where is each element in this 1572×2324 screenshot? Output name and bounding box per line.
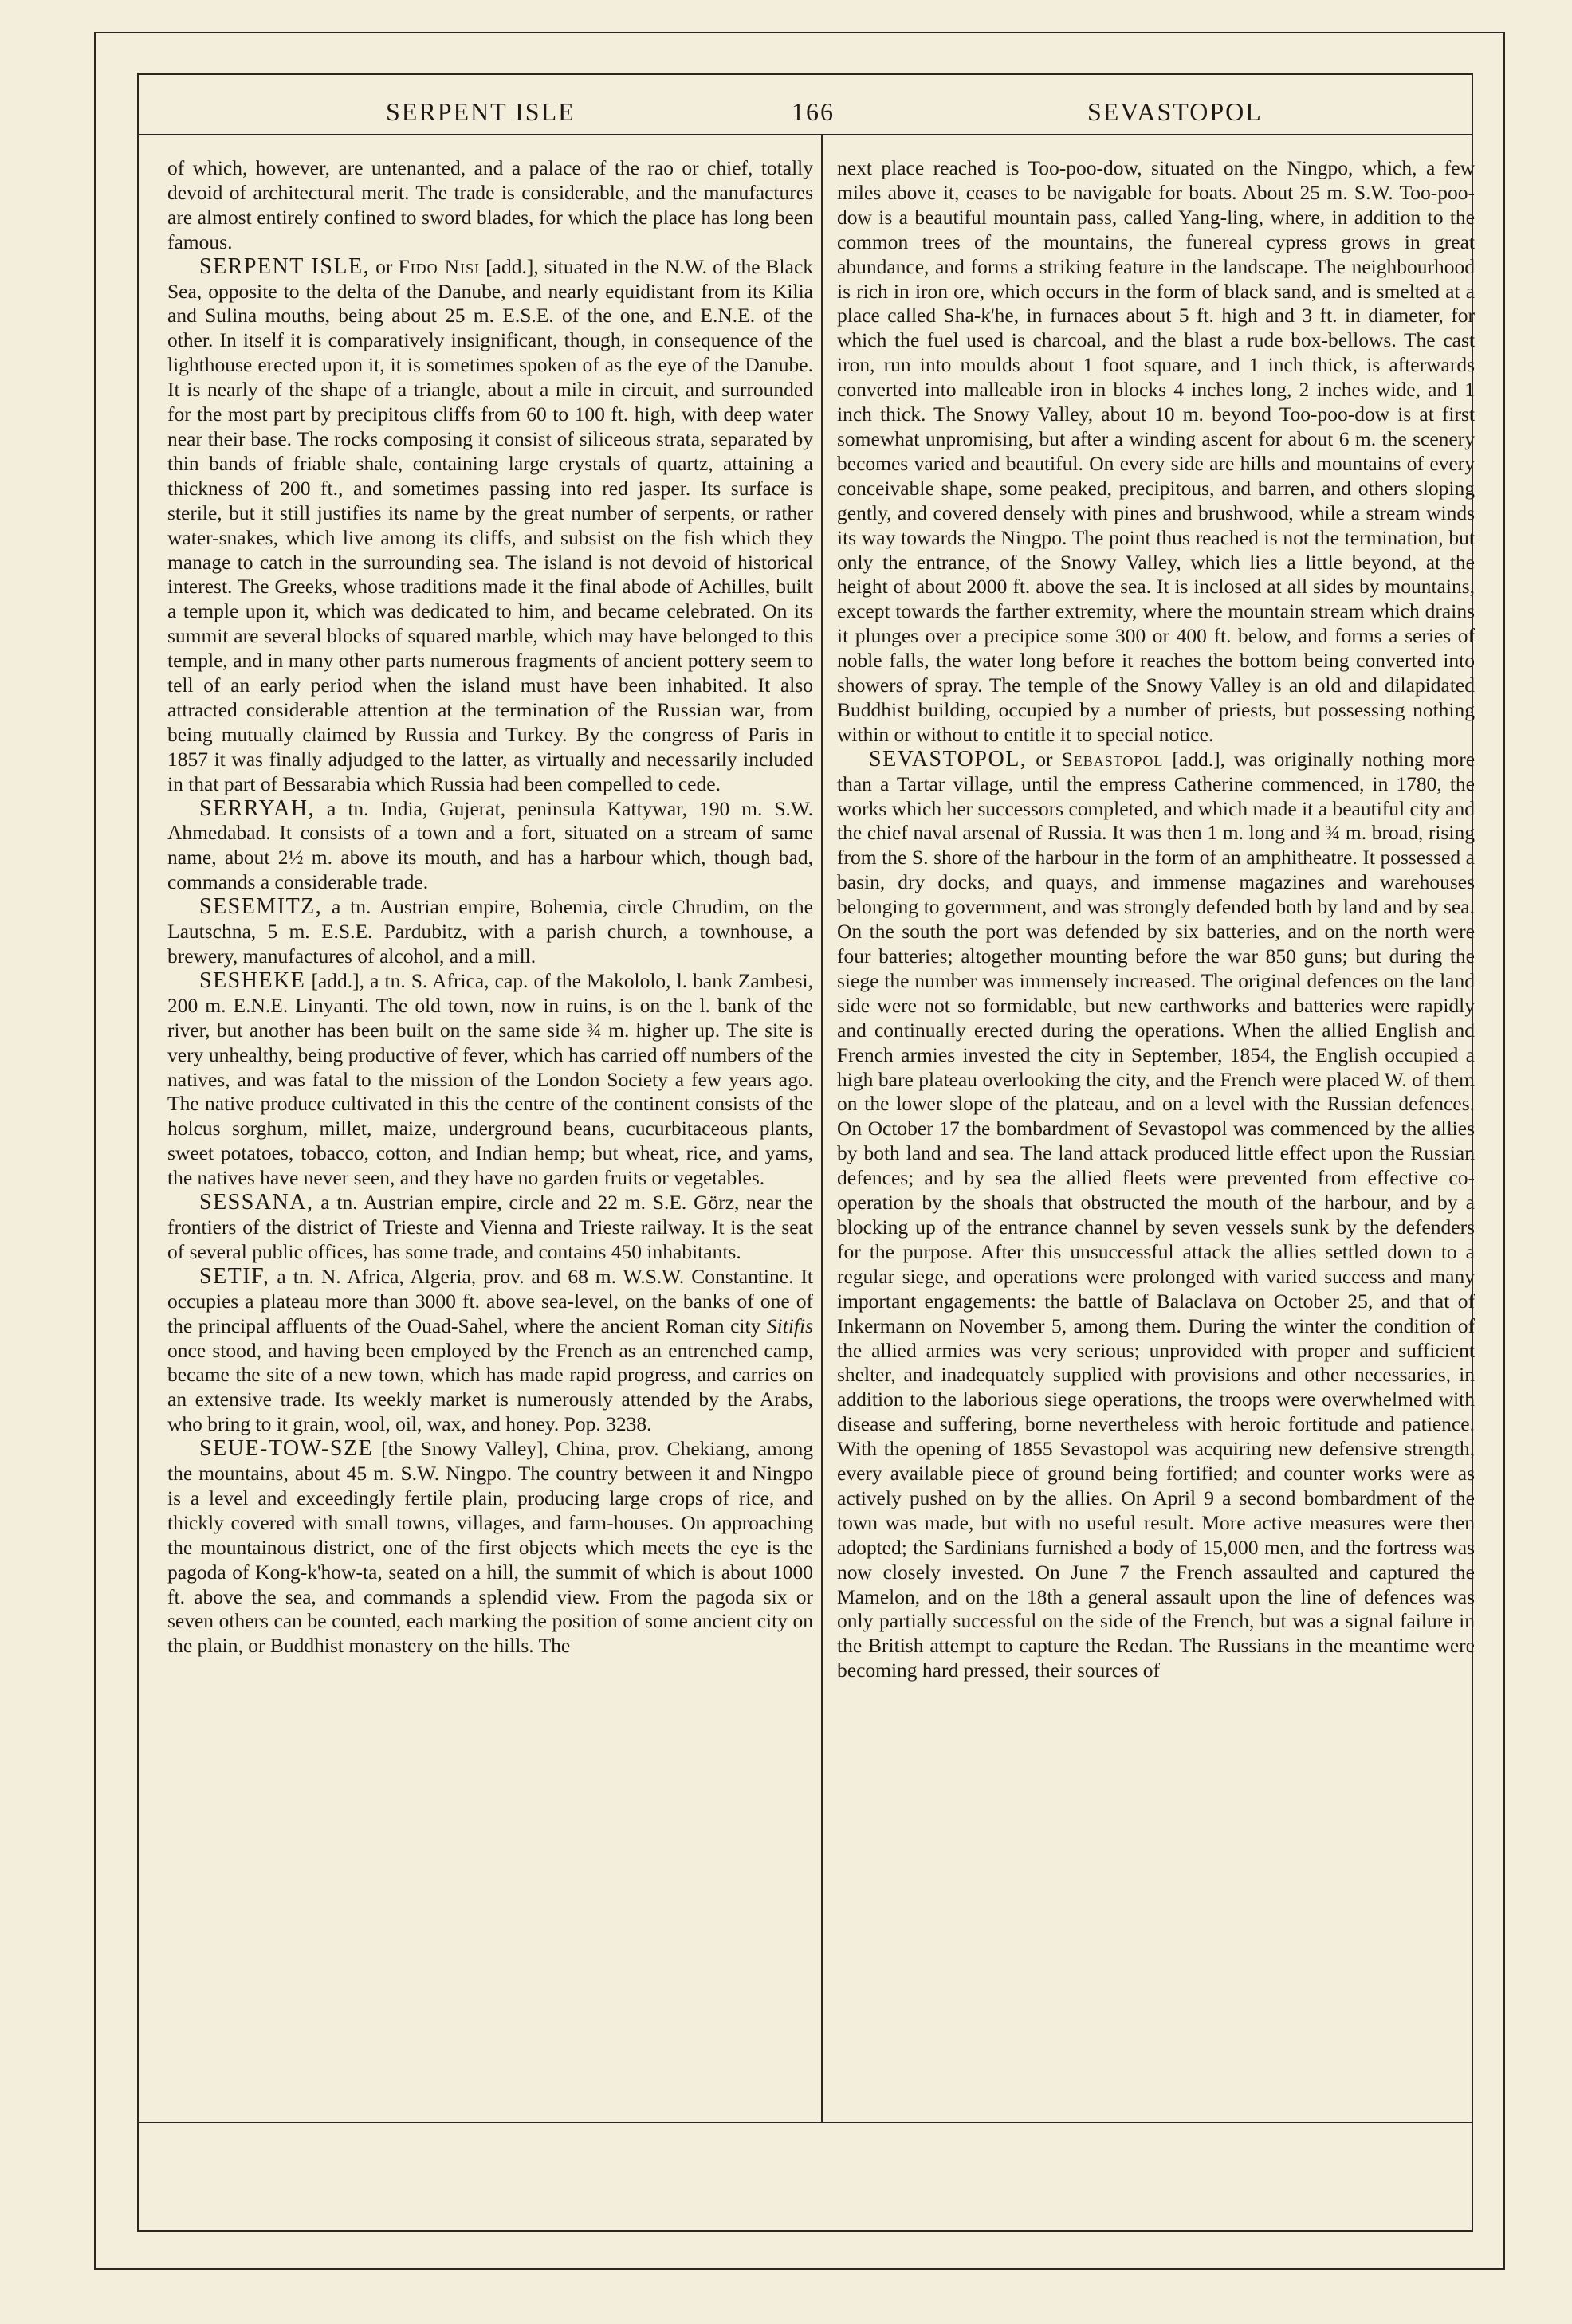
- page-number: 166: [792, 97, 835, 126]
- header-rule: [137, 134, 1473, 135]
- entry-headword: SESEMITZ,: [199, 894, 323, 920]
- entry-sessana: [167, 1191, 813, 1265]
- running-head-right: SEVASTOPOL: [1087, 97, 1263, 126]
- entry-text: a tn. Austrian empire, Bohemia, circle Chrudim, on the Lautschna, 5 m. E.S.E. Pardubitz, with a parish church, a townhouse, a brewery, manufactures of alcohol, and a mill.: [167, 895, 813, 968]
- entry-sesheke: [167, 969, 813, 1191]
- running-head-left: SERPENT ISLE: [386, 97, 576, 126]
- entry-text: once stood, and having been employed by the French as an entrenched camp, became the site of a new town, which has made rapid progress, and carries on an extensive trade. Its weekly market is numerously attended by the Arabs, who bring to it grain, wool, oil, wax, and honey. Pop. 3238.: [167, 1338, 813, 1436]
- entry-text: [add.], was originally nothing more than a Tartar village, until the empress Catherine commenced, in 1780, the works which her successors completed, and which made it a beautiful city and the chief naval arsenal of Russia. It was then 1 m. long and ¾ m. broad, rising from the S. shore of the harbour in the form of an amphitheatre. It possessed a basin, dry docks, and quays, and immense magazines and warehouses belonging to government, and was strongly defended both by land and by sea. On the south the port was defended by six batteries, and on the north were four batteries; altogether mounting before the war 850 guns; but during the siege the number was immensely increased. The original defences on the land side were not so formidable, but new earthworks and batteries were rapidly and continually erected during the operations. When the allied English and French armies invested the city in September, 1854, the English occupied a high bare plateau overlooking the city, and the French were placed W. of them on the lower slope of the plateau, and on a level with the Russian defences. On October 17 the bombardment of Sevastopol was commenced by the allies by both land and sea. The land attack produced little effect upon the Russian defences; and by sea the allied fleets were prevented from effective co-operation by the shoals that obstructed the mouth of the harbour, and by a blocking up of the entrance channel by seven vessels sunk by the defenders for the purpose. After this unsuccessful attack the allies settled down to a regular siege, and operations were prolonged with varied success and many important engagements: the battle of Balaclava on October 25, and that of Inkermann on November 5, among them. During the winter the condition of the allied armies was very serious; unprovided with proper and sufficient shelter, and inadequately supplied with provisions and other necessaries, in addition to the laborious siege operations, the troops were overwhelmed with disease and suffering, borne nevertheless with heroic fortitude and patience. With the opening of 1855 Sevastopol was acquiring new defensive strength, every available piece of ground being fortified; and counter works were as actively pushed on by the allies. On April 9 a second bombardment of the town was made, but with no useful result. More active measures were then adopted; the Sardinians furnished a body of 15,000 men, and the fortress was now closely invested. On June 7 the French assaulted and captured the Mamelon, and on the 18th a general assault upon the line of defences was only partially successful on the side of the French, but was a signal failure in the British attempt to capture the Redan. The Russians in the meantime were becoming hard pressed, their sources of: [837, 747, 1475, 1682]
- entry-italic-name: Sitifis: [766, 1313, 813, 1337]
- entry-alt-name: Sebastopol: [1061, 747, 1164, 771]
- entry-headword: SESHEKE: [199, 968, 306, 993]
- right-column: [837, 156, 1475, 2101]
- entry-headword: SEUE-TOW-SZE: [199, 1436, 374, 1462]
- paragraph-continuation: next place reached is Too-poo-dow, situated on the Ningpo, which, a few miles above it, ceases to be navigable for boats. About 25 m. S.W. Too-poo-dow is a beautiful mountain pass, called Yang-ling, where, in addition to the common trees of the mountains, the funereal cypress grows in great abundance, and forms a striking feature in the landscape. The neighbourhood is rich in iron ore, which occurs in the form of black sand, and is smelted at a place called Sha-k'he, in furnaces about 5 ft. high and 3 ft. in diameter, for which the fuel used is charcoal, and the blast a rude box-bellows. The cast iron, run into moulds about 1 foot square, and 1 inch thick, is afterwards converted into malleable iron in blocks 4 inches long, 2 inches wide, and 1 inch thick. The Snowy Valley, about 10 m. beyond Too-poo-dow is at first somewhat unpromising, but after a winding ascent for about 6 m. the scenery becomes varied and beautiful. On every side are hills and mountains of every conceivable shape, some peaked, precipitous, and barren, and others sloping gently, and covered densely with pines and brushwood, while a stream winds its way towards the Ningpo. The point thus reached is not the termination, but only the entrance, of the Snowy Valley, which lies a little beyond, at the height of about 2000 ft. above the sea. It is inclosed at all sides by mountains, except towards the farther extremity, where the mountain stream which drains it plunges over a precipice some 300 or 400 ft. below, and forms a series of noble falls, the water long before it reaches the bottom being converted into showers of spray. The temple of the Snowy Valley is an old and dilapidated Buddhist building, occupied by a number of priests, but possessing nothing within or without to entitle it to special notice.: [837, 156, 1475, 746]
- paragraph-continuation: of which, however, are untenanted, and a palace of the rao or chief, totally devoid of architectural merit. The trade is considerable, and the manufactures are almost entirely confined to sword blades, for which the place has long been famous.: [167, 156, 813, 253]
- entry-headword: SERRYAH,: [199, 795, 316, 821]
- column-divider: [821, 134, 823, 2122]
- entry-headword: SETIF,: [199, 1263, 270, 1289]
- entry-sevastopol: SEVASTOPOL, or Sebastopol [add.], was originally nothing more than a Tartar village, until the empress Catherine commenced, in 1780, the works which her successors completed, and which made it a beautiful city and the chief naval arsenal of Russia. It was then 1 m. long and ¾ m. broad, rising from the S. shore of the harbour in the form of an amphitheatre. It possessed a basin, dry docks, and quays, and immense magazines and warehouses belonging to government, and was strongly defended both by land and by sea. On the south the port was defended by six batteries, and on the north were four batteries; altogether mounting before the war 850 guns; but during the siege the number was immensely increased. The original defences on the land side were not so formidable, but new earthworks and batteries were rapidly and continually erected during the operations. When the allied English and French armies invested the city in September, 1854, the English occupied a high bare plateau overlooking the city, and the French were placed W. of them on the lower slope of the plateau, and on a level with the Russian defences. On October 17 the bombardment of Sevastopol was commenced by the allies by both land and sea. The land attack produced little effect upon the Russian defences; and by sea the allied fleets were prevented from effective co-operation by the shoals that obstructed the mouth of the harbour, and by a blocking up of the entrance channel by seven vessels sunk by the defenders for the purpose. After this unsuccessful attack the allies settled down to a regular siege, and operations were prolonged with varied success and many important engagements: the battle of Balaclava on October 25, and that of Inkermann on November 5, among them. During the winter the condition of the allied armies was very serious; unprovided with proper and sufficient shelter, and inadequately supplied with provisions and other necessaries, in addition to the laborious siege operations, the troops were overwhelmed with disease and suffering, borne nevertheless with heroic fortitude and patience. With the opening of 1855 Sevastopol was acquiring new defensive strength, every available piece of ground being fortified; and counter works were as actively pushed on by the allies. On April 9 a second bombardment of the town was made, but with no useful result. More active measures were then adopted; the Sardinians furnished a body of 15,000 men, and the fortress was now closely invested. On June 7 the French assaulted and captured the Mamelon, and on the 18th a general assault upon the line of defences was only partially successful on the side of the French, but was a signal failure in the British attempt to capture the Redan. The Russians in the meantime were becoming hard pressed, their sources of: [837, 746, 1475, 1682]
- entry-alt-name: Fido Nisi: [398, 254, 481, 278]
- entry-text: a tn. India, Gujerat, peninsula Kattywar, 190 m. S.W. Ahmedabad. It consists of a town and a fort, situated on a stream of same name, about 2½ m. above its mouth, and has a harbour which, though bad, commands a considerable trade.: [167, 796, 813, 894]
- entry-serryah: [167, 797, 813, 896]
- entry-text: a tn. Austrian empire, circle and 22 m. S.E. Görz, near the frontiers of the district of Trieste and Vienna and Trieste railway. It is the seat of several public offices, has some trade, and contains 450 inhabitants.: [167, 1191, 813, 1263]
- entry-seue-tow-sze: [167, 1437, 813, 1659]
- left-column: [167, 156, 813, 2101]
- entry-setif: [167, 1265, 813, 1437]
- entry-sesemitz: [167, 895, 813, 969]
- entry-headword: SESSANA,: [199, 1190, 314, 1215]
- bottom-rule: [137, 2122, 1473, 2123]
- entry-serpent-isle: SERPENT ISLE, or Fido Nisi [add.], situated in the N.W. of the Black Sea, opposite to the delta of the Danube, and nearly equidistant from its Kilia and Sulina mouths, being about 25 m. E.S.E. of the one, and E.N.E. of the other. In itself it is comparatively insignificant, though, in consequence of the lighthouse erected upon it, it is sometimes spoken of as the eye of the Danube. It is nearly of the shape of a triangle, about a mile in circuit, and surrounded for the most part by precipitous cliffs from 60 to 100 ft. high, with deep water near their base. The rocks composing it consist of siliceous strata, separated by thin bands of friable shale, containing large crystals of quartz, attaining a thickness of 200 ft., and sometimes passing into red jasper. Its surface is sterile, but it still justifies its name by the great number of serpents, or rather water-snakes, which live among its cliffs, and subsist on the fish which they manage to catch in the surrounding sea. The island is not devoid of historical interest. The Greeks, whose traditions made it the final abode of Achilles, built a temple upon it, which was dedicated to him, and became celebrated. On its summit are several blocks of squared marble, which may have belonged to this temple, and in many other parts numerous fragments of ancient pottery seem to tell of an early period when the island must have been inhabited. It also attracted considerable attention at the termination of the Russian war, from being mutually claimed by Russia and Turkey. By the congress of Paris in 1857 it was finally adjudged to the latter, as virtually and necessarily included in that part of Bessarabia which Russia had been compelled to cede.: [167, 253, 813, 795]
- entry-headword: SERPENT ISLE,: [199, 253, 371, 279]
- entry-text: [the Snowy Valley], China, prov. Chekiang, among the mountains, about 45 m. S.W. Ningpo. The country between it and Ningpo is a level and exceedingly fertile plain, producing large crops of rice, and thickly covered with small towns, villages, and farm-houses. On approaching the mountainous district, one of the first objects which meets the eye is the pagoda of Kong-k'how-ta, seated on a hill, the summit of which is about 1000 ft. above the sea, and commands a splendid view. From the pagoda six or seven others can be counted, each marking the position of some ancient city on the plain, or Buddhist monastery on the hills. The: [167, 1437, 813, 1658]
- entry-text: [add.], a tn. S. Africa, cap. of the Makololo, l. bank Zambesi, 200 m. E.N.E. Linyanti. The old town, now in ruins, is on the l. bank of the river, but another has been built on the same side ¾ m. higher up. The site is very unhealthy, being productive of fever, which has carried off numbers of the natives, and was fatal to the mission of the London Society a few years ago. The native produce cultivated in this the centre of the continent consists of the holcus sorghum, millet, maize, underground beans, cucurbitaceous plants, sweet potatoes, tobacco, cotton, and Indian hemp; but wheat, rice, and yams, the natives have never seen, and they have no garden fruits or vegetables.: [167, 968, 813, 1190]
- entry-text: a tn. N. Africa, Algeria, prov. and 68 m. W.S.W. Constantine. It occupies a plateau more than 3000 ft. above sea-level, on the banks of one of the principal affluents of the Ouad-Sahel, where the ancient Roman city: [167, 1264, 813, 1337]
- entry-headword: SEVASTOPOL,: [869, 746, 1028, 771]
- entry-text: [add.], situated in the N.W. of the Black Sea, opposite to the delta of the Danube, and nearly equidistant from its Kilia and Sulina mouths, being about 25 m. E.S.E. of the one, and E.N.E. of the other. In itself it is comparatively insignificant, though, in consequence of the lighthouse erected upon it, it is sometimes spoken of as the eye of the Danube. It is nearly of the shape of a triangle, about a mile in circuit, and surrounded for the most part by precipitous cliffs from 60 to 100 ft. high, with deep water near their base. The rocks composing it consist of siliceous strata, separated by thin bands of friable shale, containing large crystals of quartz, attaining a thickness of 200 ft., and sometimes passing into red jasper. Its surface is sterile, but it still justifies its name by the great number of serpents, or rather water-snakes, which live among its cliffs, and subsist on the fish which they manage to catch in the surrounding sea. The island is not devoid of historical interest. The Greeks, whose traditions made it the final abode of Achilles, built a temple upon it, which was dedicated to him, and became celebrated. On its summit are several blocks of squared marble, which may have belonged to this temple, and in many other parts numerous fragments of ancient pottery seem to tell of an early period when the island must have been inhabited. It also attracted considerable attention at the termination of the Russian war, from being mutually claimed by Russia and Turkey. By the congress of Paris in 1857 it was finally adjudged to the latter, as virtually and necessarily included in that part of Bessarabia which Russia had been compelled to cede.: [167, 254, 813, 795]
